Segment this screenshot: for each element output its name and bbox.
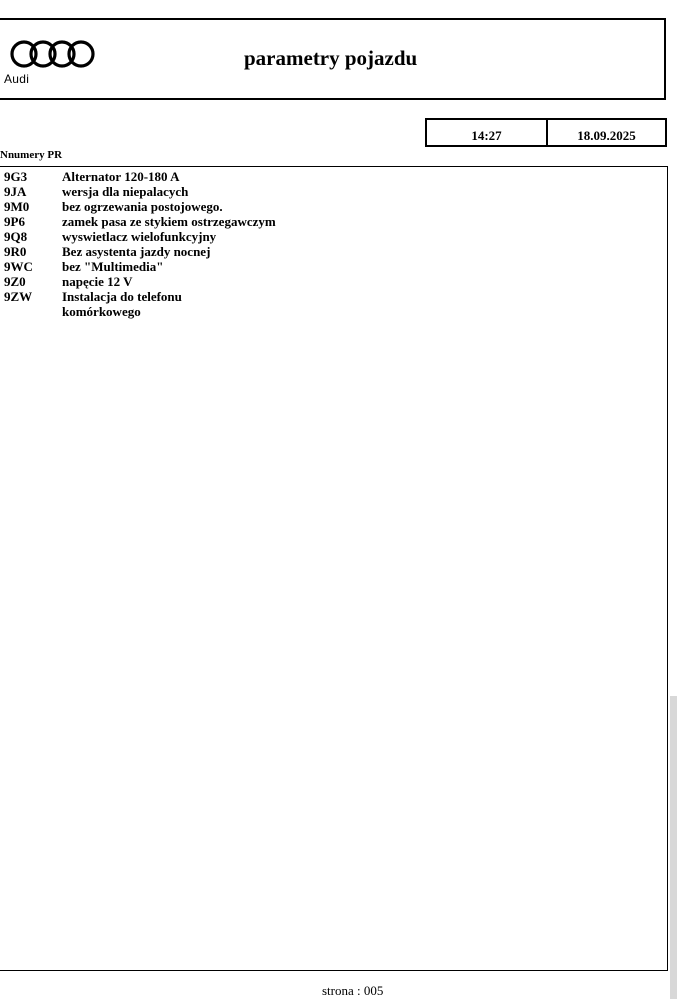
- list-item: [4, 229, 276, 244]
- list-item: [4, 214, 276, 229]
- list-item: [4, 289, 276, 319]
- pr-description: napęcie 12 V: [62, 274, 133, 289]
- pr-description: Instalacja do telefonu komórkowego: [62, 289, 182, 319]
- list-item: [4, 199, 276, 214]
- list-item: [4, 244, 276, 259]
- page-number: strona : 005: [322, 983, 384, 998]
- scroll-edge-strip: [670, 696, 677, 999]
- page-title: parametry pojazdu: [244, 46, 418, 70]
- pr-code: 9R0: [4, 244, 27, 259]
- pr-code: 9G3: [4, 169, 28, 184]
- pr-description: zamek pasa ze stykiem ostrzegawczym: [62, 214, 276, 229]
- time-date-box: [425, 118, 667, 147]
- pr-code: 9JA: [4, 184, 27, 199]
- pr-description: Alternator 120-180 A: [62, 169, 180, 184]
- pr-code: 9M0: [4, 199, 30, 214]
- list-item: [4, 169, 276, 184]
- list-item: [4, 184, 276, 199]
- header-box: [0, 18, 666, 100]
- pr-description: bez "Multimedia": [62, 259, 164, 274]
- pr-description: bez ogrzewania postojowego.: [62, 199, 223, 214]
- section-label: Nnumery PR: [0, 149, 63, 161]
- pr-code: 9Q8: [4, 229, 28, 244]
- pr-description: Bez asystenta jazdy nocnej: [62, 244, 211, 259]
- list-item: [4, 274, 276, 289]
- pr-description: wyswietlacz wielofunkcyjny: [62, 229, 217, 244]
- pr-code: 9Z0: [4, 274, 26, 289]
- pr-list: [4, 169, 276, 319]
- list-item: [4, 259, 276, 274]
- pr-description: wersja dla niepalacych: [62, 184, 189, 199]
- pr-code: 9ZW: [4, 289, 33, 304]
- date-value: 18.09.2025: [577, 128, 636, 143]
- brand-name: Audi: [4, 72, 30, 86]
- time-value: 14:27: [427, 120, 548, 145]
- pr-code: 9P6: [4, 214, 25, 229]
- pr-code: 9WC: [4, 259, 33, 274]
- pr-list-box: [0, 166, 668, 971]
